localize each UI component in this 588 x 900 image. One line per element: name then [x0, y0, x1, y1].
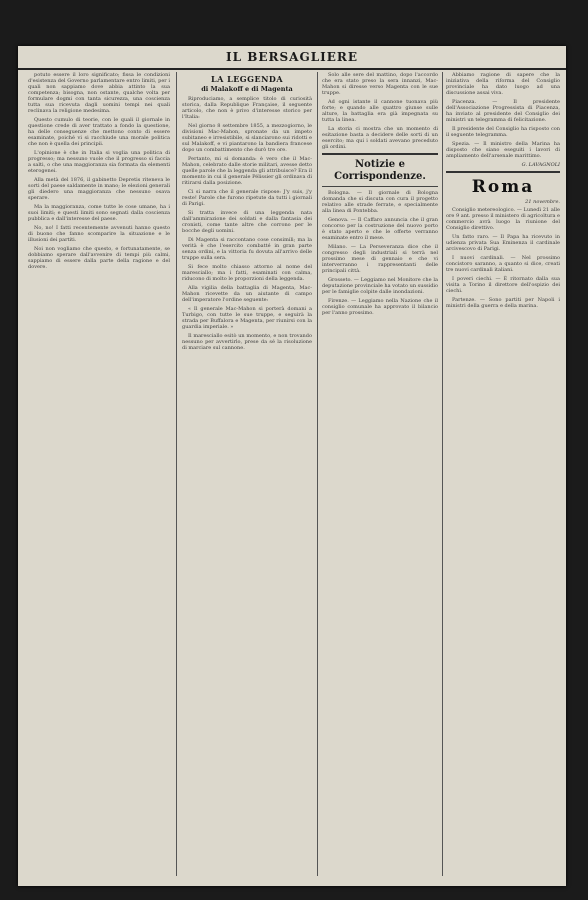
paragraph: Spezia. — Il ministro della Marina ha disposto che siano eseguiti i lavori di ampliamento dell'arsenale marittimo.: [446, 141, 560, 159]
column-rule: [176, 72, 177, 876]
news-item: Consiglio metereologico. — Lunedì 21 alle ore 9 ant. presso il ministero di agricoltura e commercio avrà luogo la riunione del Consiglio direttivo.: [446, 207, 560, 231]
news-item: I poveri ciechi. — È ritornato dalla sua visita a Torino il direttore dell'ospizio dei ciechi.: [446, 276, 560, 294]
paragraph: Questo cumulo di teorie, con le quali il giornale in questione crede di aver trattato a fondo la questione, ha delle conseguenze che mettono conto di essere esaminate, poiché vi si racchiude una morale politica che non è quella dei principii.: [28, 117, 170, 147]
news-item: Partenze. — Sono partiti per Napoli i ministri della guerra e della marina.: [446, 297, 560, 309]
paragraph: Ci si narra che il generale rispose: J'y suis, j'y reste! Parole che furono ripetute da tutti i giornali di Parigi.: [182, 189, 312, 207]
news-item: I nuovi cardinali. — Nel prossimo concistoro saranno, a quanto si dice, creati tre nuovi cardinali italiani.: [446, 255, 560, 273]
paragraph: Alla metà del 1876, il gabinetto Depretis riteneva le sorti del paese saldamente in mano; le elezioni generali gli diedero una maggioranza che nessuno osava sperare.: [28, 177, 170, 201]
paragraph: No, no! I fatti recentemente avvenuti hanno questo di buono che fanno scomparire la situazione e le illusioni dei partiti.: [28, 225, 170, 243]
page-header: [18, 46, 566, 70]
paragraph: Abbiamo ragione di sapere che la iniziativa della riforma del Consiglio provinciale ha dato luogo ad una discussione assai viva.: [446, 72, 560, 96]
paragraph: Nel giorno 8 settembre 1855, a mezzogiorno, le divisioni Mac-Mahon, spronate da un impeto subitaneo e irresistibile, si slanciarono sui ridotti e sul Malakoff, e vi piantarono la bandiera francese dopo un combattimento che durò tre ore.: [182, 123, 312, 153]
paragraph: Ad ogni istante il cannone tuonava più forte; e quando alle quattro giunse sulle alture, la battaglia era già impegnata su tutta la linea.: [322, 99, 438, 123]
paragraph: Il maresciallo esitò un momento, e non trovando nessuno per avvertirlo, prese da sé la risoluzione di marciare sul cannone.: [182, 333, 312, 351]
paragraph: Noi non vogliamo che questo, e fortunatamente, se dobbiamo sperare dall'avvenire di tempi più calmi, sappiamo di essere dalla parte della ragione e del dovere.: [28, 246, 170, 270]
column-rule: [317, 72, 318, 876]
column-2: [182, 72, 312, 876]
paragraph: Alla vigilia della battaglia di Magenta, Mac-Mahon ricevette da un aiutante di campo dell'imperatore l'ordine seguente:: [182, 285, 312, 303]
section-title: Notizie e Corrispondenze.: [334, 159, 426, 182]
news-item: Milano. — La Perseveranza dice che il congresso degli industriali si terrà nel prossimo mese di gennaio e che vi interverranno i rappresentanti delle principali città.: [322, 244, 438, 274]
section-divider: [446, 171, 560, 173]
paragraph: Si tratta invece di una leggenda nata dall'ammirazione dei soldati e dalla fantasia dei cronisti, come tante altre che corrono per le bocche degli uomini.: [182, 210, 312, 234]
news-item: Un fatto raro. — Il Papa ha ricevuto in udienza privata Sua Eminenza il cardinale arcivescovo di Parigi.: [446, 234, 560, 252]
news-item: Grosseto. — Leggiamo nel Monitore che la deputazione provinciale ha votato un sussidio per le famiglie colpite dalle inondazioni.: [322, 277, 438, 295]
section-divider: [322, 153, 438, 155]
news-item: Genova. — Il Caffaro annuncia che il gran concorso per la costruzione del nuovo porto è stato aperto e che le offerte verranno esaminate entro il mese.: [322, 217, 438, 241]
paragraph: Piacenza. — Il presidente dell'Associazione Progressista di Piacenza, ha inviato al presidente del Consiglio dei ministri un telegramma di felicitazione.: [446, 99, 560, 123]
paragraph: La storia ci mostra che un momento di esitazione basta a decidere delle sorti di un esercito; ma qui i soldati avevano preceduto gli ordini.: [322, 126, 438, 150]
divider: [322, 186, 438, 187]
newspaper-page: [18, 46, 566, 886]
column-rule: [442, 72, 443, 876]
masthead: IL BERSAGLIERE: [225, 50, 359, 64]
column-4: [446, 72, 560, 876]
paragraph: Si fece molto chiasso attorno al nome del maresciallo; ma i fatti, esaminati con calma, riducono di molto le proporzioni della leggenda.: [182, 264, 312, 282]
paragraph: Pertanto, mi si domanda: è vero che il Mac-Mahon, celebrato dalle storie militari, avesse detto quelle parole che la leggenda gli attribuisce? Era il momento in cui il generale Pélissier gli ordinava di ritirarsi dalla posizione.: [182, 156, 312, 186]
article-subtitle: di Malakoff e di Magenta: [201, 85, 293, 93]
paragraph: Ma la maggioranza, come tutte le cose umane, ha i suoi limiti; e questi limiti sono segnati dalla coscienza pubblica e dall'interesse del paese.: [28, 204, 170, 222]
signature: G. LAVAGNOLI: [521, 162, 560, 168]
paragraph: Riproduciamo, a semplice titolo di curiosità storica, dalla Republique Française, il seguente articolo, che non è privo d'interesse storico per l'Italia:: [182, 96, 312, 120]
paragraph: Il presidente del Consiglio ha risposto con il seguente telegramma.: [446, 126, 560, 138]
news-item: Bologna. — Il giornale di Bologna domanda che si discuta con cura il progetto relativo alle strade ferrate, e specialmente alla linea di Pontebba.: [322, 190, 438, 214]
paragraph: potuto essere il loro significato; fissa le condizioni d'esistenza del Governo parlamentare entro limiti, per i quali non sappiamo dove abbia attinto la sua competenza; bisogna, non ostante, qualche volta per formulare dogmi con tanta sicurezza, una coscienza tutta sua ricevuta dagli uomini tempi nei quali reclinava la religione medesima.: [28, 72, 170, 114]
column-3: [322, 72, 438, 876]
news-item: Firenze. — Leggiamo nella Nazione che il consiglio comunale ha approvato il bilancio per l'anno prossimo.: [322, 298, 438, 316]
paragraph: Di Magenta si raccontano cose consimili; ma la verità è che l'esercito combatté in gran parte senza ordini, e la vittoria fu dovuta all'arrivo delle truppe sulla sera.: [182, 237, 312, 261]
article-title: LA LEGGENDA: [210, 74, 284, 84]
paragraph: Solo alle sere del mattino, dopo l'accordo che era stato preso la sera innanzi, Mac-Mahon si diresse verso Magenta con le sue truppe.: [322, 72, 438, 96]
section-title-roma: Roma: [471, 177, 535, 197]
dateline: 21 novembre.: [525, 199, 560, 205]
paragraph: « Il generale Mac-Mahon si porterà domani a Turbigo, con tutte le sue truppe, e seguirà la strada per Buffalora e Magenta, per riunirsi con la guardia imperiale. »: [182, 306, 312, 330]
column-1: [28, 72, 170, 876]
paragraph: L'opinione è che in Italia si voglia una politica di progresso; ma nessuno vuole che il progresso si faccia a salti, o che una maggioranza sia formata da elementi eterogenei.: [28, 150, 170, 174]
